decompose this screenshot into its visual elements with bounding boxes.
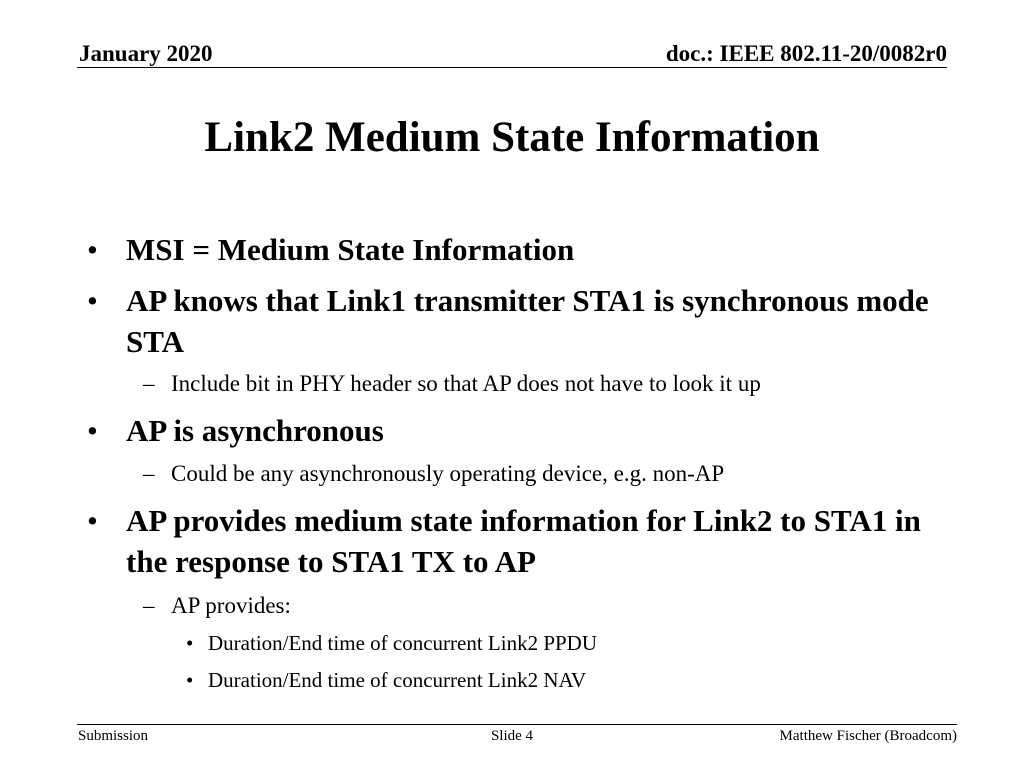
subbullet-marker: –: [143, 593, 155, 618]
item-ppdu-duration: [186, 630, 948, 657]
item-text: Duration/End time of concurrent Link2 PPDU: [208, 631, 598, 655]
bullet-text: MSI = Medium State Information: [126, 232, 575, 267]
bullet-ap-knows: [87, 280, 946, 362]
bullet-marker: •: [87, 232, 98, 267]
bullet-text: AP is asynchronous: [126, 413, 384, 448]
footer-divider: [77, 724, 957, 725]
bullet-ap-provides: [87, 500, 946, 582]
subbullet-text: Could be any asynchronously operating device, e.g. non-AP: [171, 461, 725, 486]
item-nav-duration: [186, 667, 948, 694]
bullet-text: AP knows that Link1 transmitter STA1 is synchronous mode STA: [126, 283, 929, 359]
bullet-marker: •: [87, 503, 98, 538]
subbullet-marker: –: [143, 461, 155, 486]
item-marker: •: [186, 631, 194, 655]
subbullet-marker: –: [143, 371, 155, 396]
header-doc-id: doc.: IEEE 802.11-20/0082r0: [665, 41, 947, 66]
footer-author: Matthew Fischer (Broadcom): [779, 728, 957, 744]
subbullet-async-device: [143, 459, 951, 489]
subbullet-text: AP provides:: [171, 593, 291, 618]
subbullet-phy-header: [143, 369, 951, 399]
header-date: January 2020: [79, 41, 213, 66]
header-divider: [77, 67, 947, 68]
footer-slide-number: Slide 4: [490, 728, 534, 744]
slide-title: Link2 Medium State Information: [204, 114, 820, 161]
bullet-ap-async: [87, 410, 946, 451]
item-text: Duration/End time of concurrent Link2 NAV: [208, 668, 587, 692]
item-marker: •: [186, 668, 194, 692]
bullet-marker: •: [87, 413, 98, 448]
footer-submission: Submission: [78, 728, 149, 744]
bullet-text: AP provides medium state information for Link2 to STA1 in the response to STA1 TX to AP: [126, 503, 921, 579]
bullet-marker: •: [87, 283, 98, 318]
subbullet-ap-provides: [143, 591, 951, 621]
subbullet-text: Include bit in PHY header so that AP does not have to look it up: [171, 371, 761, 396]
bullet-msi: [87, 229, 946, 270]
